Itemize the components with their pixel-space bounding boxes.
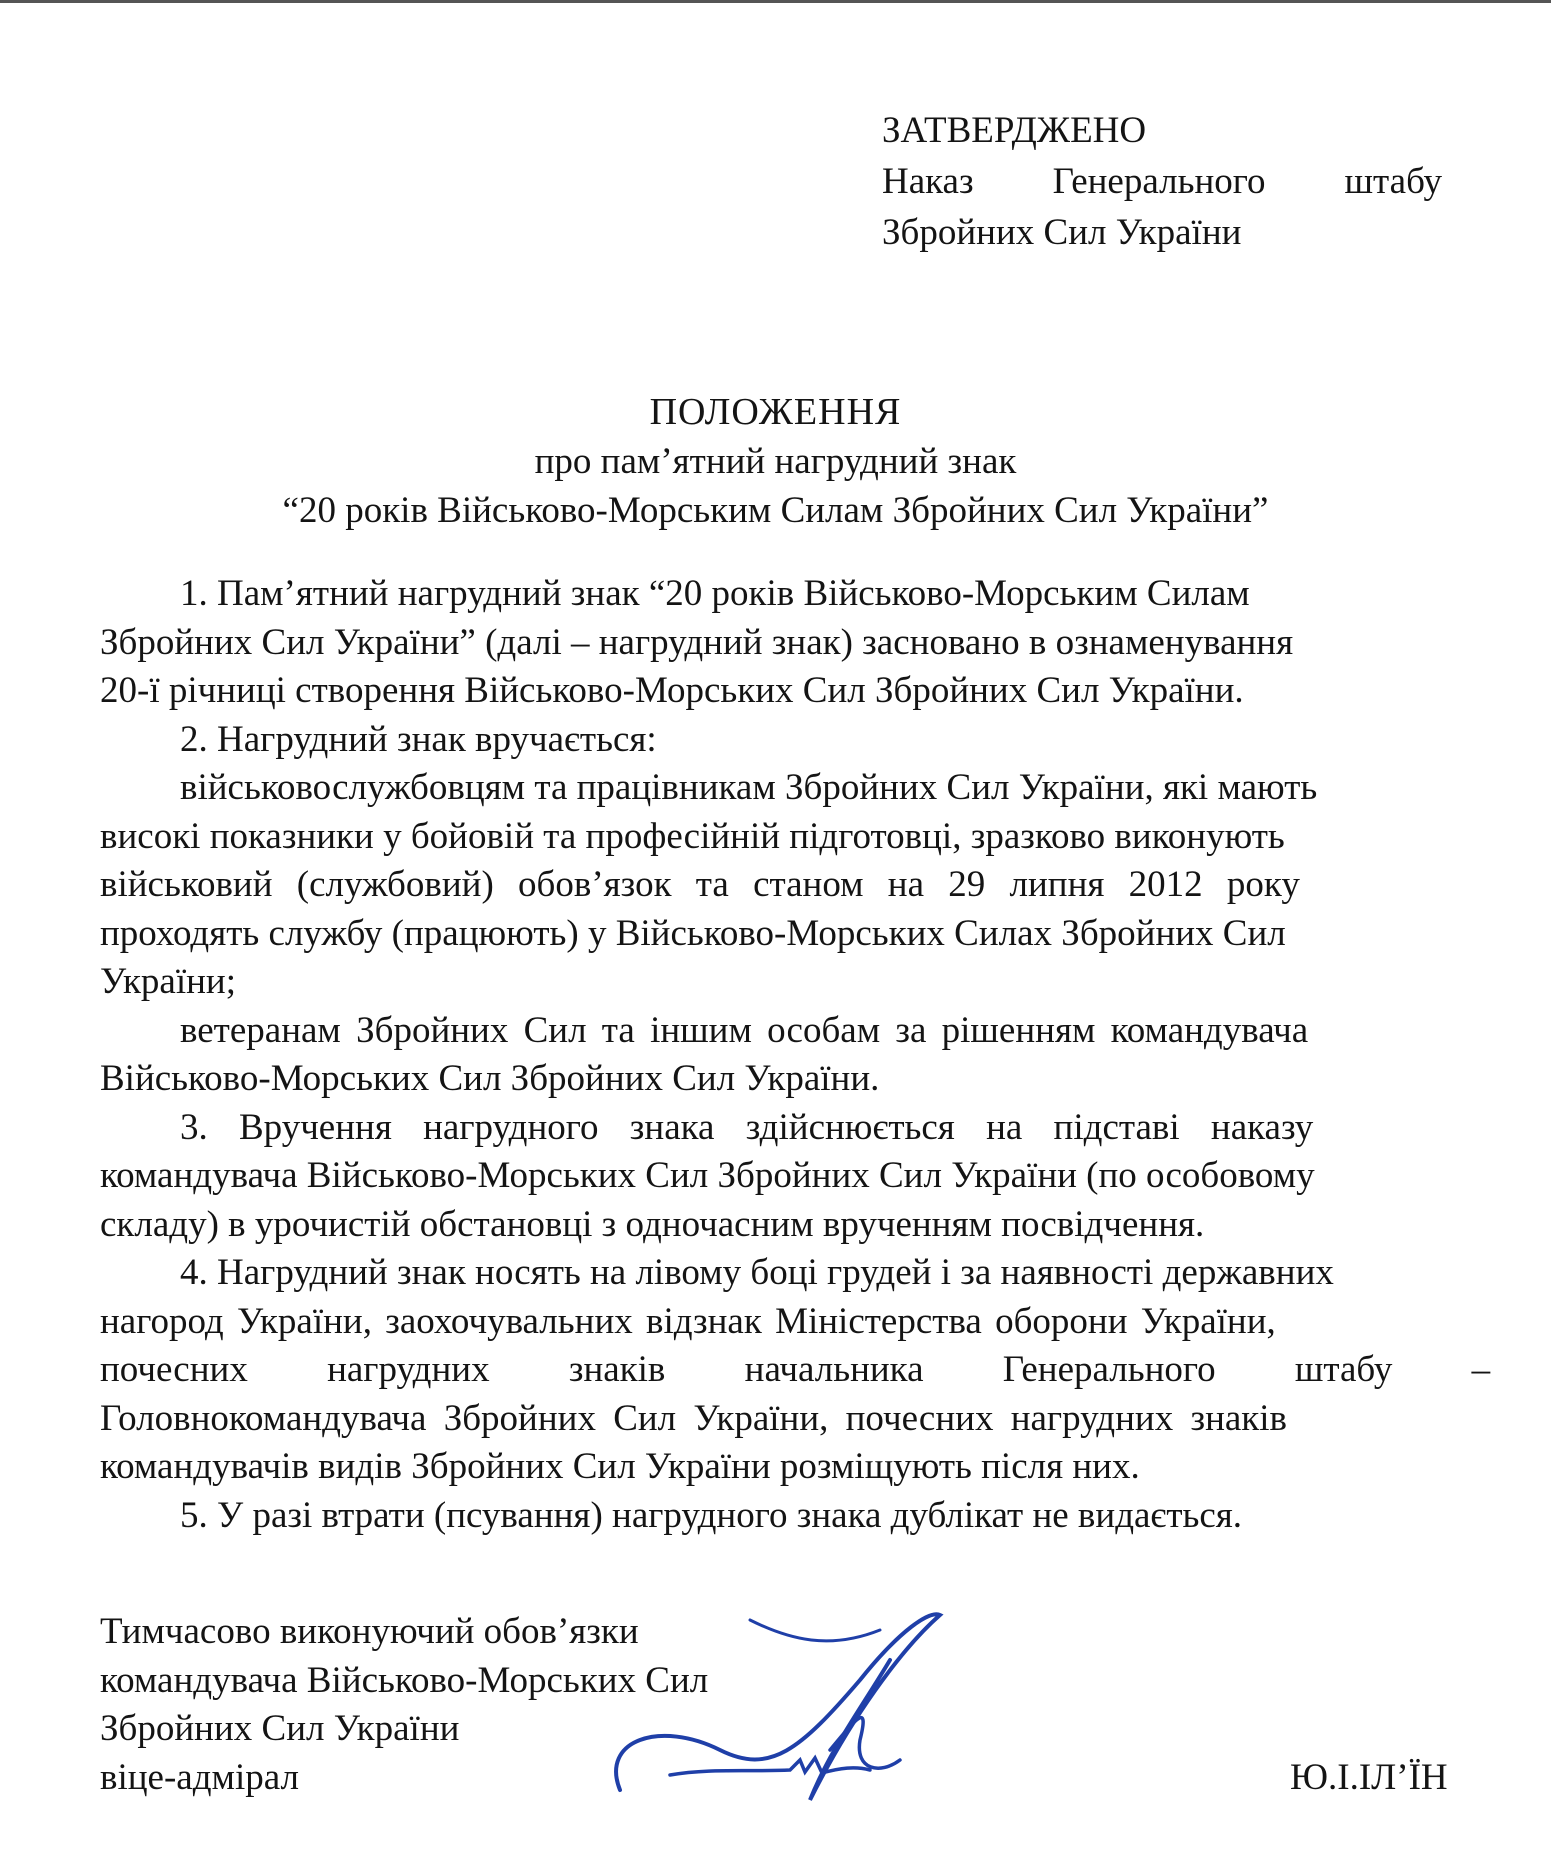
title-subtitle: про пам’ятний нагрудний знак	[534, 441, 1017, 482]
text-line: почесних нагрудних знаків начальника Генерального штабу –	[100, 1349, 1491, 1390]
text-line: нагород України, заохочувальних відзнак Міністерства оборони України,	[100, 1300, 1276, 1342]
text-line: військовий (службовий) обов’язок та станом на 29 липня 2012 року	[100, 864, 1300, 905]
paragraph-5: 5. У разі втрати (псування) нагрудного знака дублікат не видається.	[180, 1494, 1243, 1536]
approval-word: Наказ	[882, 161, 974, 202]
text-line: Військово-Морських Сил Збройних Сил України.	[100, 1058, 880, 1099]
text-line: високі показники у бойовій та професійній підготовці, зразково виконують	[100, 815, 1285, 857]
text-line: ветеранам Збройних Сил та іншим особам за рішенням командувача	[180, 1009, 1309, 1051]
approval-word: Генерального	[1052, 161, 1266, 202]
text-line: проходять службу (працюють) у Військово-Морських Силах Збройних Сил	[100, 912, 1286, 954]
text-line: складу) в урочистій обстановці з одночасним врученням посвідчення.	[100, 1203, 1205, 1245]
signatory-rank: віце-адмірал	[100, 1756, 299, 1798]
paragraph-2a	[100, 764, 1445, 1007]
signatory-line: Збройних Сил України	[100, 1708, 460, 1749]
handwritten-signature	[600, 1600, 960, 1830]
paragraph-4	[100, 1249, 1491, 1492]
signatory-line: командувача Військово-Морських Сил	[100, 1659, 709, 1701]
document-title	[0, 388, 1551, 535]
top-border-line	[0, 0, 1551, 3]
signatory-line: Тимчасово виконуючий обов’язки	[100, 1611, 639, 1652]
text-line: командувачів видів Збройних Сил України розміщують після них.	[100, 1446, 1140, 1487]
paragraph-1	[100, 570, 1445, 716]
text-line: командувача Військово-Морських Сил Збройних Сил України (по особовому	[100, 1155, 1315, 1196]
text-line: військовослужбовцям та працівникам Збройних Сил України, які мають	[180, 767, 1318, 808]
text-line: 20-ї річниці створення Військово-Морських Сил Збройних Сил України.	[100, 670, 1244, 711]
text-line	[100, 570, 1445, 619]
approval-word: штабу	[1344, 161, 1442, 202]
text-line: Збройних Сил України” (далі – нагрудний знак) засновано в ознаменування	[100, 621, 1294, 663]
approval-block	[882, 105, 1442, 258]
text-line: 3. Вручення нагрудного знака здійснюється на підставі наказу	[180, 1106, 1314, 1148]
approval-order-line	[882, 156, 1442, 207]
text-line: України;	[100, 961, 237, 1002]
text-line: Головнокомандувача Збройних Сил України, почесних нагрудних знаків	[100, 1397, 1288, 1439]
title-badge-name: “20 років Військово-Морським Силам Збройних Сил України”	[282, 490, 1269, 531]
paragraph-2b	[100, 1007, 1445, 1104]
approval-org: Збройних Сил України	[882, 212, 1242, 253]
text-line: 4. Нагрудний знак носять на лівому боці грудей і за наявності державних	[180, 1252, 1334, 1293]
paragraph-3	[100, 1104, 1445, 1250]
paragraph-2: 2. Нагрудний знак вручається:	[180, 718, 657, 760]
document-body	[100, 570, 1491, 1540]
approval-title: ЗАТВЕРДЖЕНО	[882, 110, 1147, 151]
title-heading: ПОЛОЖЕННЯ	[649, 391, 902, 433]
line-text: 1. Пам’ятний нагрудний знак “20 років Військово-Морським Силам	[180, 573, 1250, 614]
signatory-name: Ю.І.ІЛ’ЇН	[1290, 1757, 1448, 1798]
